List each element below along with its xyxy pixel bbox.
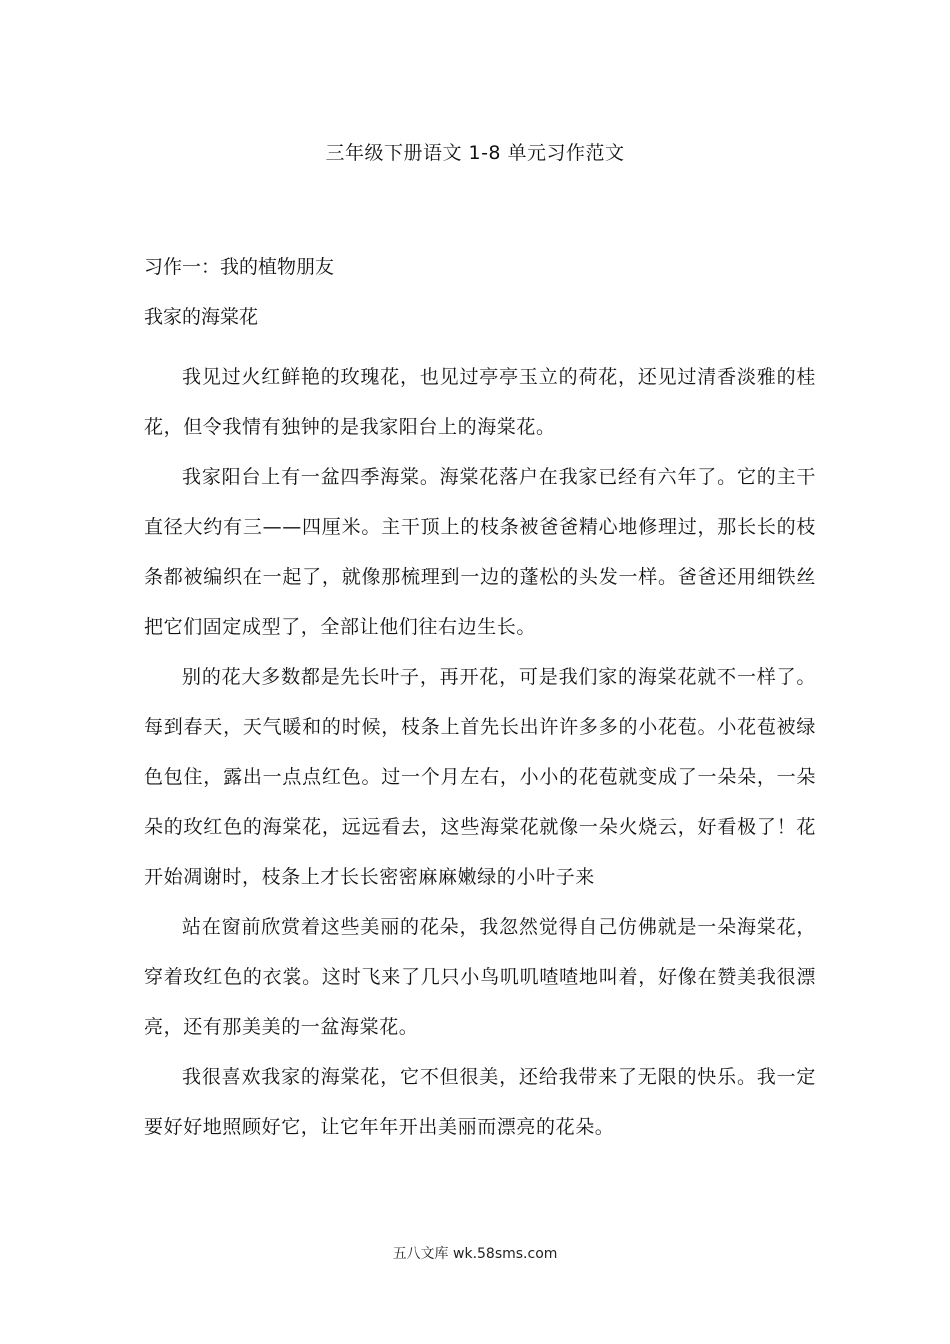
- paragraph-4: 站在窗前欣赏着这些美丽的花朵，我忽然觉得自己仿佛就是一朵海棠花，穿着玫红色的衣裳。这时飞来了几只小鸟叽叽喳喳地叫着，好像在赞美我很漂亮，还有那美美的一盆海棠花。: [144, 916, 816, 1038]
- paragraph-2: 我家阳台上有一盆四季海棠。海棠花落户在我家已经有六年了。它的主干直径大约有三——四厘米。主干顶上的枝条被爸爸精心地修理过，那长长的枝条都被编织在一起了，就像那梳理到一边的蓬松的头发一样。爸爸还用细铁丝把它们固定成型了，全部让他们往右边生长。: [144, 466, 816, 638]
- document-body: [144, 252, 816, 1152]
- paragraph-5: 我很喜欢我家的海棠花，它不但很美，还给我带来了无限的快乐。我一定要好好地照顾好它，让它年年开出美丽而漂亮的花朵。: [144, 1066, 816, 1138]
- paragraph-1: 我见过火红鲜艳的玫瑰花，也见过亭亭玉立的荷花，还见过清香淡雅的桂花，但令我情有独钟的是我家阳台上的海棠花。: [144, 366, 816, 438]
- essay-title: 我家的海棠花: [144, 306, 259, 328]
- section-heading: 习作一：我的植物朋友: [144, 256, 335, 278]
- document-title: 三年级下册语文 1-8 单元习作范文: [325, 142, 625, 164]
- footer-watermark: 五八文库 wk.58sms.com: [392, 1246, 558, 1262]
- paragraph-3: 别的花大多数都是先长叶子，再开花，可是我们家的海棠花就不一样了。每到春天，天气暖和的时候，枝条上首先长出许许多多的小花苞。小花苞被绿色包住，露出一点点红色。过一个月左右，小小的花苞就变成了一朵朵，一朵朵的玫红色的海棠花，远远看去，这些海棠花就像一朵火烧云，好看极了！花开始凋谢时，枝条上才长长密密麻麻嫩绿的小叶子来: [144, 666, 816, 888]
